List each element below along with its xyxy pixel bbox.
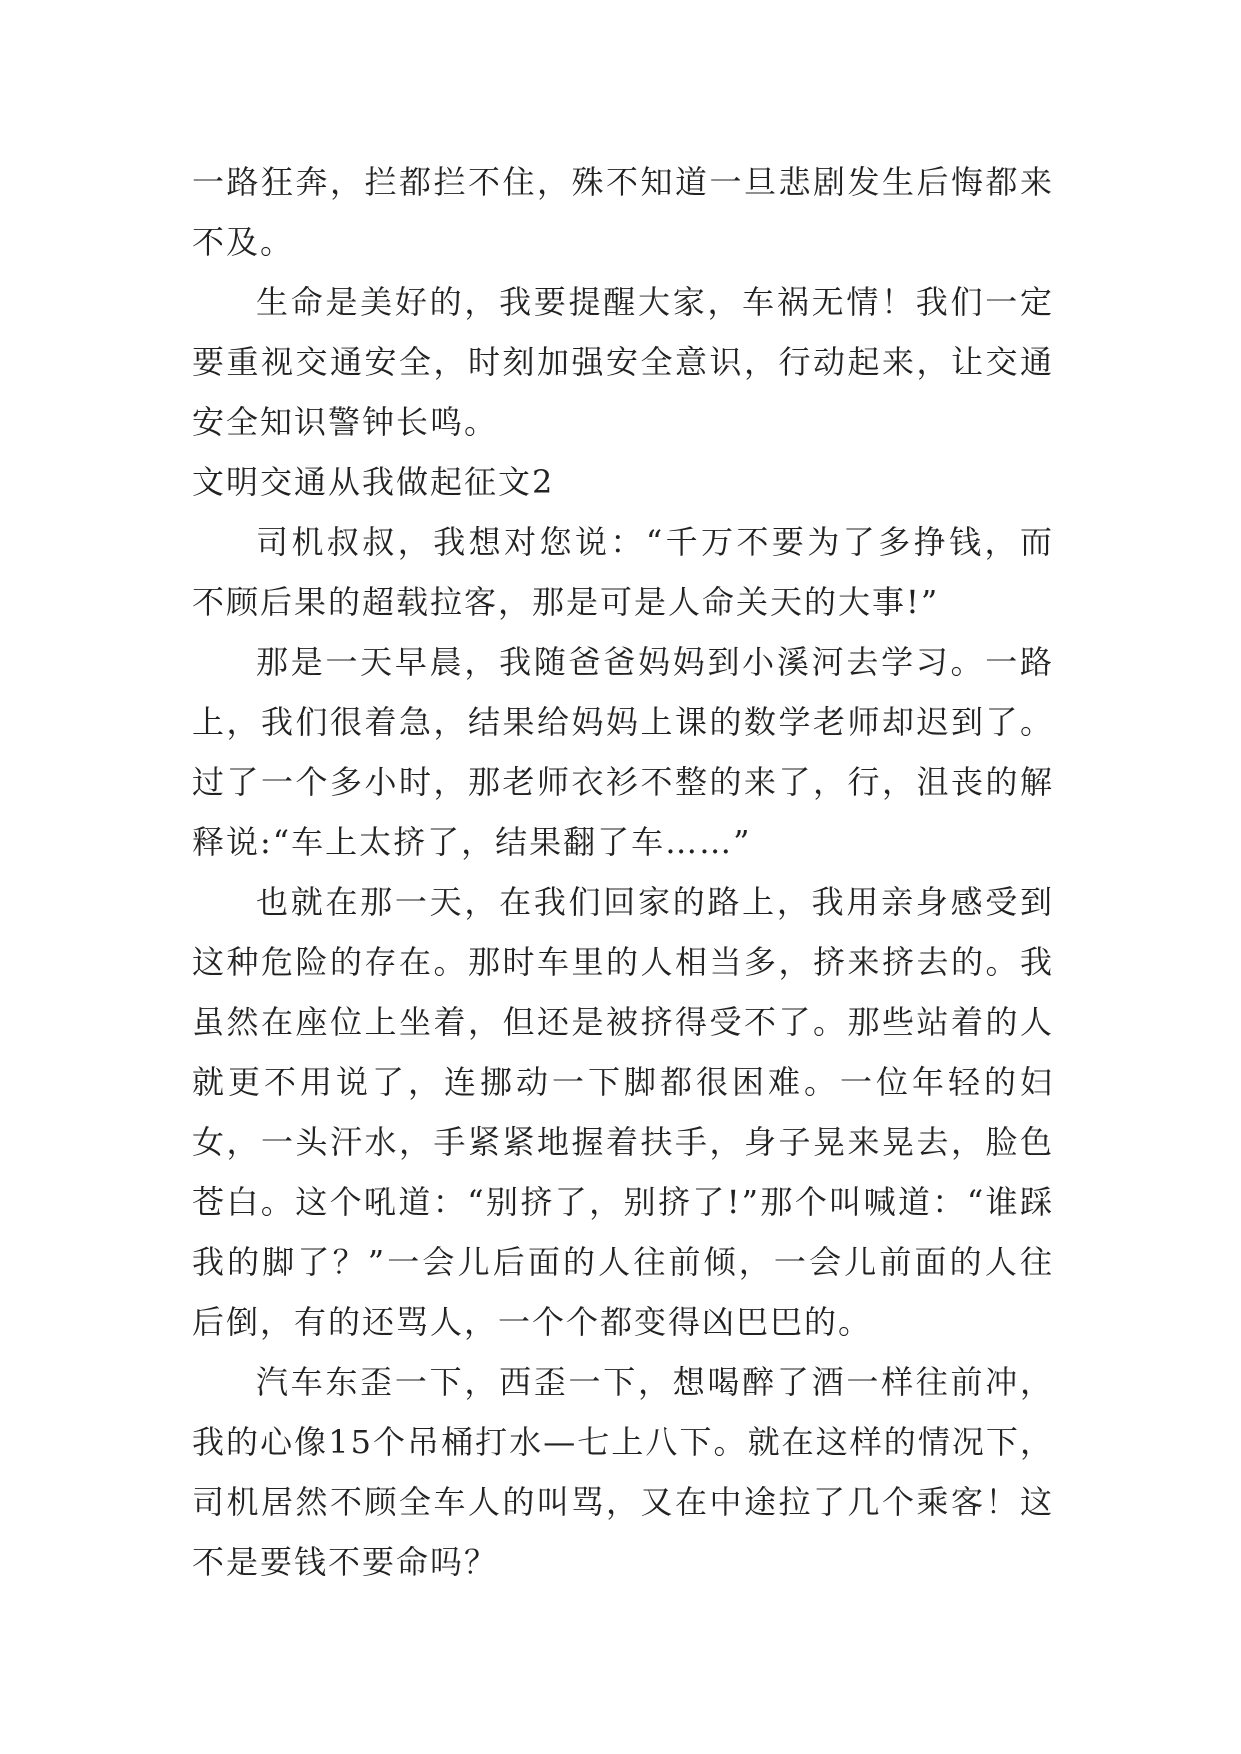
document-body bbox=[192, 152, 1054, 1592]
paragraph-3: 司机叔叔，我想对您说：“千万不要为了多挣钱，而不顾后果的超载拉客，那是可是人命关天的大事!” bbox=[192, 523, 1054, 621]
paragraph-2: 生命是美好的，我要提醒大家，车祸无情！我们一定要重视交通安全，时刻加强安全意识，行动起来，让交通安全知识警钟长鸣。 bbox=[192, 283, 1054, 441]
section-heading: 文明交通从我做起征文2 bbox=[192, 463, 555, 501]
paragraph-5: 也就在那一天，在我们回家的路上，我用亲身感受到这种危险的存在。那时车里的人相当多，挤来挤去的。我虽然在座位上坐着，但还是被挤得受不了。那些站着的人就更不用说了，连挪动一下脚都很困难。一位年轻的妇女，一头汗水，手紧紧地握着扶手，身子晃来晃去，脸色苍白。这个吼道：“别挤了，别挤了!”那个叫喊道：“谁踩我的脚了？”一会儿后面的人往前倾，一会儿前面的人往后倒，有的还骂人，一个个都变得凶巴巴的。 bbox=[192, 883, 1054, 1341]
paragraph-6: 汽车东歪一下，西歪一下，想喝醉了酒一样往前冲，我的心像15个吊桶打水—七上八下。就在这样的情况下，司机居然不顾全车人的叫骂，又在中途拉了几个乘客！这不是要钱不要命吗？ bbox=[192, 1363, 1054, 1581]
paragraph-4: 那是一天早晨，我随爸爸妈妈到小溪河去学习。一路上，我们很着急，结果给妈妈上课的数学老师却迟到了。过了一个多小时，那老师衣衫不整的来了，行，沮丧的解释说:“车上太挤了，结果翻了车……” bbox=[192, 643, 1054, 861]
paragraph-1: 一路狂奔，拦都拦不住，殊不知道一旦悲剧发生后悔都来不及。 bbox=[192, 163, 1054, 261]
